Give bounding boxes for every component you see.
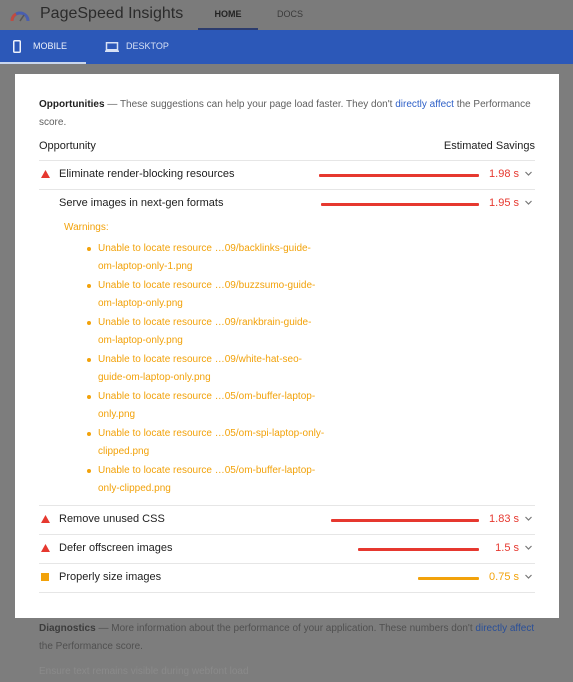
opportunity-row[interactable]	[39, 161, 535, 189]
directly-affect-link[interactable]: directly affect	[395, 99, 454, 110]
average-square-icon	[41, 573, 49, 581]
opportunity-label: Eliminate render-blocking resources	[59, 168, 235, 180]
opportunity-label: Serve images in next-gen formats	[59, 197, 224, 209]
warning-item: Unable to locate resource …09/backlinks-guide-om-laptop-only-1.png	[87, 240, 327, 276]
diagnostics-description-end: the Performance score.	[39, 641, 143, 652]
diagnostics-header	[39, 620, 539, 656]
tab-desktop[interactable]	[97, 30, 197, 64]
chevron-down-icon[interactable]	[524, 169, 533, 178]
nav-home-link[interactable]: HOME	[198, 0, 258, 30]
opportunity-label: Properly size images	[59, 571, 162, 583]
column-estimated-savings: Estimated Savings	[443, 140, 535, 152]
fail-triangle-icon	[41, 515, 50, 523]
diagnostics-title: Diagnostics	[39, 623, 96, 634]
fail-triangle-icon	[41, 170, 50, 178]
opportunities-title: Opportunities	[39, 99, 105, 110]
warnings-title: Warnings:	[64, 222, 109, 233]
header-dash: —	[98, 623, 109, 634]
savings-bar	[321, 203, 479, 206]
savings-value: 1.83 s	[489, 513, 519, 525]
opportunity-row[interactable]	[39, 535, 535, 563]
chevron-down-icon[interactable]	[524, 198, 533, 207]
nav-docs-link[interactable]: DOCS	[276, 9, 303, 19]
top-app-bar	[0, 0, 573, 30]
opportunity-row[interactable]	[39, 564, 535, 592]
device-tab-bar	[0, 30, 573, 64]
opportunities-description: These suggestions can help your page load faster. They don't	[119, 99, 393, 110]
warning-item: Unable to locate resource …05/om-buffer-laptop-only.png	[87, 388, 327, 424]
desktop-monitor-icon	[105, 42, 119, 52]
opportunity-row-expanded[interactable]	[39, 190, 535, 218]
fail-triangle-icon	[41, 544, 50, 552]
opportunity-label: Remove unused CSS	[59, 513, 165, 525]
savings-bar	[331, 519, 479, 522]
warning-item: Unable to locate resource …05/om-buffer-laptop-only-clipped.png	[87, 462, 327, 498]
diagnostics-description: More information about the performance of your application. These numbers don't	[111, 623, 473, 634]
opportunity-row[interactable]	[39, 506, 535, 534]
savings-bar	[319, 174, 479, 177]
warnings-list	[87, 240, 327, 499]
savings-value: 1.5 s	[495, 542, 519, 554]
column-opportunity: Opportunity	[39, 140, 96, 152]
opportunity-label: Defer offscreen images	[59, 542, 173, 554]
diagnostics-directly-affect-link[interactable]: directly affect	[475, 623, 535, 634]
opportunity-column-headers	[39, 140, 535, 152]
savings-bar	[418, 577, 479, 580]
pagespeed-logo-icon	[10, 6, 30, 24]
chevron-down-icon[interactable]	[524, 514, 533, 523]
divider	[39, 592, 535, 593]
savings-value: 1.98 s	[489, 168, 519, 180]
chevron-down-icon[interactable]	[524, 572, 533, 581]
tab-mobile-label: MOBILE	[33, 41, 68, 51]
opportunities-header	[39, 96, 539, 132]
warning-item: Unable to locate resource …09/buzzsumo-guide-om-laptop-only.png	[87, 277, 327, 313]
warning-item: Unable to locate resource …09/rankbrain-guide-om-laptop-only.png	[87, 314, 327, 350]
opportunities-description-end: the Performance score.	[39, 99, 531, 128]
tab-mobile[interactable]	[0, 30, 86, 64]
app-title: PageSpeed Insights	[40, 5, 184, 22]
warning-item: Unable to locate resource …05/om-spi-laptop-only-clipped.png	[87, 425, 327, 461]
mobile-phone-icon	[13, 40, 21, 53]
header-dash: —	[107, 99, 118, 110]
savings-bar	[358, 548, 479, 551]
savings-value: 1.95 s	[489, 197, 519, 209]
chevron-down-icon[interactable]	[524, 543, 533, 552]
tab-desktop-label: DESKTOP	[126, 41, 169, 51]
opportunities-card	[15, 74, 559, 618]
diagnostic-item-label[interactable]: Ensure text remains visible during webfont load	[39, 666, 249, 677]
savings-value: 0.75 s	[489, 571, 519, 583]
warning-item: Unable to locate resource …09/white-hat-seo-guide-om-laptop-only.png	[87, 351, 327, 387]
